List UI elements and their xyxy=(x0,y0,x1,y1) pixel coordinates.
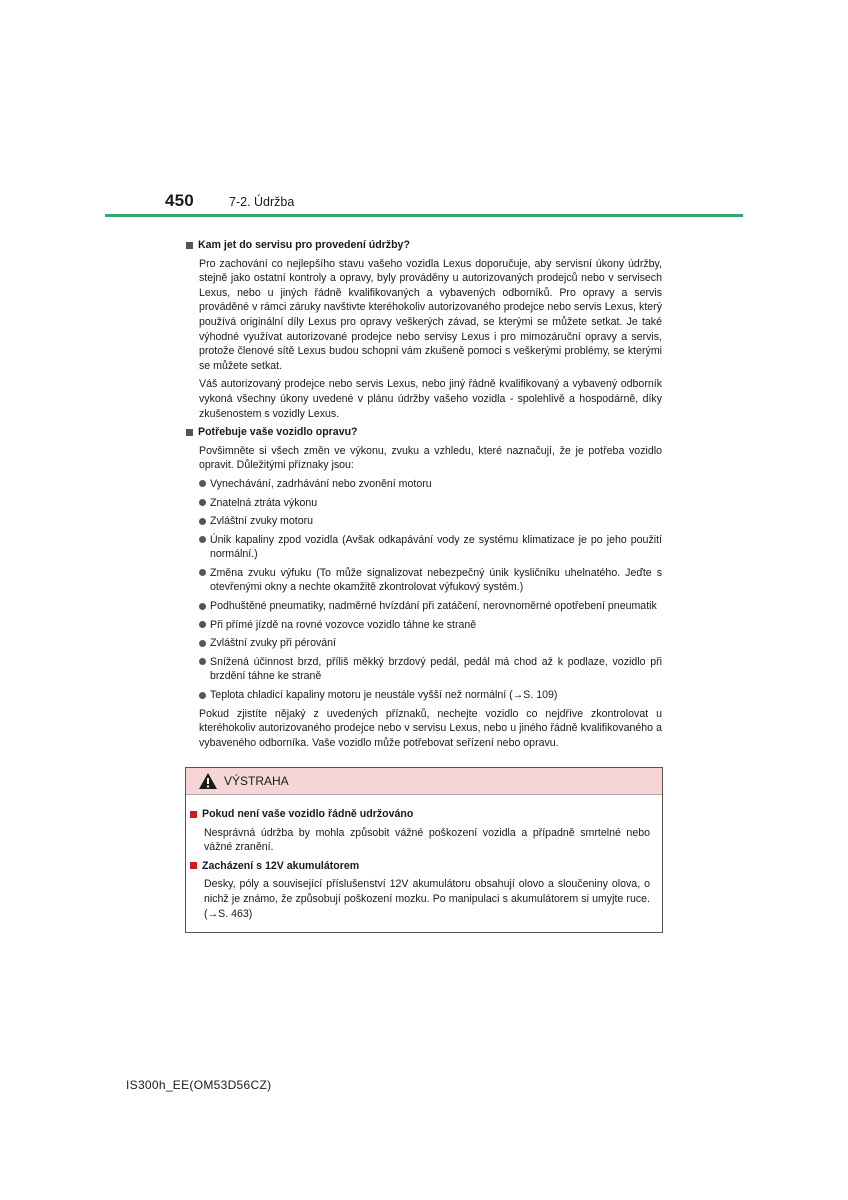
header-rule xyxy=(105,214,743,217)
warning-triangle-icon xyxy=(198,772,218,790)
heading-text: Potřebuje vaše vozidlo opravu? xyxy=(198,426,358,439)
list-item xyxy=(199,618,662,633)
symptom-list xyxy=(199,477,662,703)
list-item-text: Únik kapaliny zpod vozidla (Avšak odkapávání vody ze systému klimatizace je po jeho použití normální.) xyxy=(210,533,662,561)
footer-model-code: IS300h_EE(OM53D56CZ) xyxy=(126,1078,272,1092)
warning-heading-text: Pokud není vaše vozidlo řádně udržováno xyxy=(202,808,414,820)
bullet-dot-icon xyxy=(199,658,206,665)
warning-heading-text: Zacházení s 12V akumulátorem xyxy=(202,859,360,872)
list-item-text: Teplota chladicí kapaliny motoru je neustále vyšší než normální (→S. 109) xyxy=(210,689,558,702)
list-item-text: Snížená účinnost brzd, příliš měkký brzdový pedál, pedál má chod až k podlaze, vozidlo při brzdění táhne ke straně xyxy=(210,655,662,683)
bullet-dot-icon xyxy=(199,518,206,525)
bullet-dot-icon xyxy=(199,603,206,610)
section-heading xyxy=(186,238,662,253)
list-item xyxy=(199,655,662,684)
paragraph: Váš autorizovaný prodejce nebo servis Lexus, nebo jiný řádně kvalifikovaný a vybavený odborník vykoná všechny úkony uvedené v plánu údržby vašeho vozidla - spolehlivě a hospodárně, díky zkušenostem s vozidly Lexus. xyxy=(199,378,662,420)
red-square-icon xyxy=(190,862,197,869)
bullet-dot-icon xyxy=(199,569,206,576)
warning-item-heading xyxy=(190,859,650,874)
list-item xyxy=(199,533,662,562)
list-item-text: Při přímé jízdě na rovné vozovce vozidlo táhne ke straně xyxy=(210,618,477,631)
list-item xyxy=(199,566,662,595)
bullet-dot-icon xyxy=(199,536,206,543)
warning-header xyxy=(186,768,662,795)
square-bullet-icon xyxy=(186,242,193,249)
bullet-dot-icon xyxy=(199,621,206,628)
warning-paragraph: Nesprávná údržba by mohla způsobit vážné poškození vozidla a případně smrtelné nebo vážné zranění. xyxy=(204,826,650,854)
paragraph: Pokud zjistíte nějaký z uvedených příznaků, nechejte vozidlo co nejdříve zkontrolovat u kteréhokoliv autorizovaného prodejce nebo v servisu Lexus, nebo u jiného řádně kvalifikovaného a vybaveného odborníka. Vaše vozidlo může potřebovat seřízení nebo opravu. xyxy=(199,707,662,749)
bullet-dot-icon xyxy=(199,499,206,506)
red-square-icon xyxy=(190,811,197,818)
bullet-dot-icon xyxy=(199,480,206,487)
list-item xyxy=(199,496,662,511)
bullet-dot-icon xyxy=(199,640,206,647)
list-item xyxy=(199,599,662,614)
section-title: 7-2. Údržba xyxy=(229,195,295,209)
warning-box xyxy=(185,767,663,933)
warning-title: VÝSTRAHA xyxy=(224,774,289,788)
paragraph: Povšimněte si všech změn ve výkonu, zvuku a vzhledu, které naznačují, že je potřeba vozidlo opravit. Důležitými příznaky jsou: xyxy=(199,444,662,472)
list-item xyxy=(199,688,662,703)
list-item xyxy=(199,636,662,651)
warning-paragraph: Desky, póly a související příslušenství 12V akumulátoru obsahují olovo a sloučeniny olova, o nichž je známo, že způsobují poškození mozku. Po manipulaci s akumulátorem si umyjte ruce. (→S. 463) xyxy=(204,878,650,920)
page-number: 450 xyxy=(165,191,194,210)
list-item-text: Změna zvuku výfuku (To může signalizovat nebezpečný únik kysličníku uhelnatého. Jeďte s otevřenými okny a nechte okamžitě zkontrolovat výfukový systém.) xyxy=(210,566,662,594)
list-item-text: Podhuštěné pneumatiky, nadměrné hvízdání při zatáčení, nerovnoměrné opotřebení pneumatik xyxy=(210,600,657,613)
bullet-dot-icon xyxy=(199,692,206,699)
warning-item-heading xyxy=(190,807,650,822)
list-item-text: Zvláštní zvuky motoru xyxy=(210,515,314,528)
section-heading xyxy=(186,425,662,440)
list-item xyxy=(199,477,662,492)
list-item xyxy=(199,514,662,529)
warning-body xyxy=(186,795,662,921)
list-item-text: Zvláštní zvuky při pérování xyxy=(210,637,336,650)
paragraph: Pro zachování co nejlepšího stavu vašeho vozidla Lexus doporučuje, aby servisní úkony údržby, stejně jako ostatní kontroly a opravy, byly prováděny u autorizovaných prodejců nebo v servisech Lexus, nebo u jiných řádně kvalifikovaných a vybavených odborníků. Pro opravy a servis prováděné v rámci záruky navštivte kteréhokoliv autorizovaného prodejce nebo servis Lexus, který používá originální díly Lexus pro opravy veškerých závad, se kterými se můžete setkat. Je také výhodné využívat autorizované prodejce nebo servisy Lexus i pro mimozáruční opravy a servis, protože členové sítě Lexus budou schopni vám zkušeně pomoci s veškerými problémy, se kterými se můžete setkat. xyxy=(199,257,662,372)
main-content xyxy=(186,238,662,754)
heading-text: Kam jet do servisu pro provedení údržby? xyxy=(198,239,410,251)
list-item-text: Vynechávání, zadrhávání nebo zvonění motoru xyxy=(210,477,432,490)
square-bullet-icon xyxy=(186,429,193,436)
list-item-text: Znatelná ztráta výkonu xyxy=(210,496,318,509)
